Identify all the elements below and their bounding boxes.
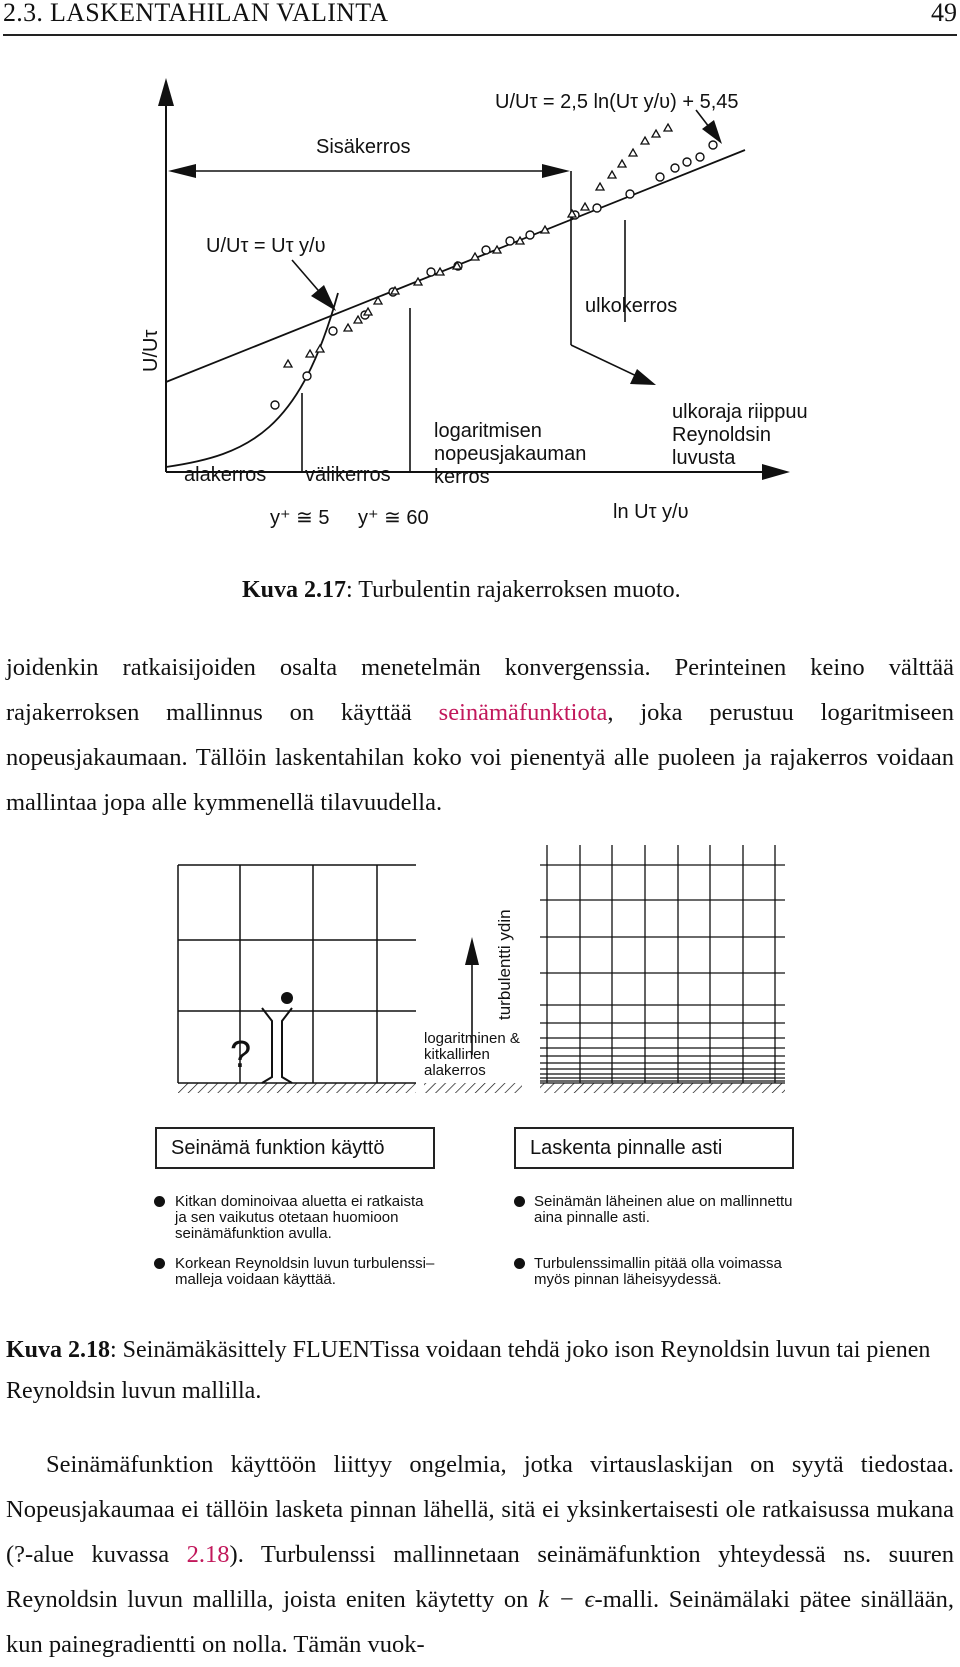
inner-layer-arrow-right — [542, 164, 570, 178]
paragraph-text: Seinämäfunktion käyttöön liittyy ongelmia, jotka virtauslaskijan on syytä tiedostaa. Nopeusjakaumaa ei tällöin lasketa pinnan lähellä, sitä ei yksinkertaisesti ole ratkaisussa mukana (?-alue kuvassa — [6, 1451, 954, 1568]
core-label: turbulentti ydin — [495, 909, 514, 1020]
log-layer-line-3: kerros — [434, 466, 490, 488]
coarse-grid — [178, 865, 416, 1083]
wall-left — [178, 1083, 416, 1093]
log-label-line-3: alakerros — [424, 1062, 486, 1079]
log-label-line-1: logaritminen & — [424, 1030, 520, 1047]
circle-markers — [271, 141, 717, 409]
caption-text: : Seinämäkäsittely FLUENTissa voidaan tehdä joko ison Reynoldsin luvun tai pienen Reynoldsin luvun mallilla. — [6, 1337, 931, 1404]
inner-layer-arrow-left — [168, 164, 196, 178]
x-axis-label: ln Uτ y/υ — [613, 501, 689, 523]
paragraph-2 — [6, 1442, 954, 1667]
fine-grid — [540, 845, 785, 1083]
outer-edge-pointer — [571, 345, 645, 380]
page-header — [3, 0, 957, 36]
wall-middle — [424, 1083, 522, 1093]
outer-edge-line-1: ulkoraja riippuu — [672, 401, 808, 423]
outer-edge-arrowhead — [630, 369, 656, 385]
log-layer-line-2: nopeusjakauman — [434, 443, 587, 465]
wall-function-dot — [281, 992, 293, 1004]
sublayer-label: alakerros — [184, 464, 267, 486]
log-law-label: U/Uτ = 2,5 ln(Uτ y/υ) + 5,45 — [495, 91, 739, 113]
resolve-to-wall-box — [514, 1127, 794, 1169]
linear-law-label: U/Uτ = Uτ y/υ — [206, 235, 326, 257]
caption-figure-2-17 — [242, 577, 681, 604]
wall-function-box — [155, 1127, 435, 1169]
caption-label: Kuva 2.18 — [6, 1337, 111, 1363]
yplus60-label: y⁺ ≅ 60 — [358, 507, 429, 529]
bullet-dot — [514, 1196, 525, 1207]
core-arrow-head — [465, 937, 479, 965]
wall-right — [540, 1083, 785, 1093]
x-axis-arrow — [762, 464, 790, 480]
section-title: 2.3. LASKENTAHILAN VALINTA — [3, 0, 389, 27]
bullet-text: Korkean Reynoldsin luvun turbulenssi– malleja voidaan käyttää. — [175, 1255, 435, 1288]
buffer-label: välikerros — [305, 464, 391, 486]
outer-layer-label: ulkokerros — [585, 295, 678, 317]
log-label-line-2: kitkallinen — [424, 1046, 490, 1063]
outer-edge-line-2: Reynoldsin — [672, 424, 771, 446]
question-mark: ? — [230, 1034, 252, 1076]
figure-reference-link[interactable]: 2.18 — [186, 1541, 230, 1568]
figure-boundary-layer — [0, 60, 960, 540]
figure-wall-treatment — [0, 845, 960, 1105]
linear-law-arrowhead — [311, 285, 336, 311]
yplus5-label: y⁺ ≅ 5 — [270, 507, 330, 529]
paragraph-1 — [6, 645, 954, 825]
wall-function-symbol — [262, 1008, 292, 1083]
resolve-to-wall-box-label: Laskenta pinnalle asti — [530, 1137, 723, 1159]
triangle-markers — [284, 124, 672, 367]
bullet-text: Seinämän läheinen alue on mallinnettu aina pinnalle asti. — [534, 1193, 793, 1226]
caption-label: Kuva 2.17 — [242, 577, 347, 603]
page-number: 49 — [931, 0, 957, 27]
paragraph-text-end: -malli. Seinämälaki pätee sinällään, kun painegradientti on nolla. Tämän vuok- — [6, 1586, 955, 1658]
log-layer-line-1: logaritmisen — [434, 420, 542, 442]
bullet-dot — [514, 1258, 525, 1269]
bullet-dot — [154, 1196, 165, 1207]
paragraph-text: joidenkin ratkaisijoiden osalta menetelmän konvergenssia. Perinteinen keino välttää rajakerroksen mallinnus on käyttää — [6, 654, 954, 726]
inner-layer-label: Sisäkerros — [316, 136, 411, 158]
linear-law-curve — [166, 293, 338, 467]
paragraph-text-cont: , joka perustuu logaritmiseen nopeusjakaumaan. Tällöin laskentahilan koko voi pienentyä alle puoleen ja rajakerros voidaan mallintaa jopa alle kymmenellä tilavuudella. — [6, 699, 955, 816]
wall-function-box-label: Seinämä funktion käyttö — [171, 1137, 385, 1159]
k-epsilon-math: k − ϵ — [538, 1586, 595, 1613]
outer-edge-line-3: luvusta — [672, 447, 736, 469]
bullet-text: Kitkan dominoivaa aluetta ei ratkaista ja sen vaikutus otetaan huomioon seinämäfunktion avulla. — [175, 1193, 424, 1242]
caption-text: : Turbulentin rajakerroksen muoto. — [346, 577, 681, 603]
caption-figure-2-18 — [6, 1330, 954, 1412]
wall-function-link[interactable]: seinämäfunktiota — [438, 699, 608, 726]
y-axis-label: U/Uτ — [140, 329, 162, 372]
log-law-arrowhead — [702, 120, 722, 144]
bullet-dot — [154, 1258, 165, 1269]
paragraph-text-mid: ). Turbulenssi mallinnetaan seinämäfunktion yhteydessä ns. suuren Reynoldsin luvun mallilla, joista eniten käytetty on — [6, 1541, 954, 1613]
y-axis-arrow — [158, 78, 174, 106]
bullet-text: Turbulenssimallin pitää olla voimassa myös pinnan läheisyydessä. — [534, 1255, 782, 1288]
